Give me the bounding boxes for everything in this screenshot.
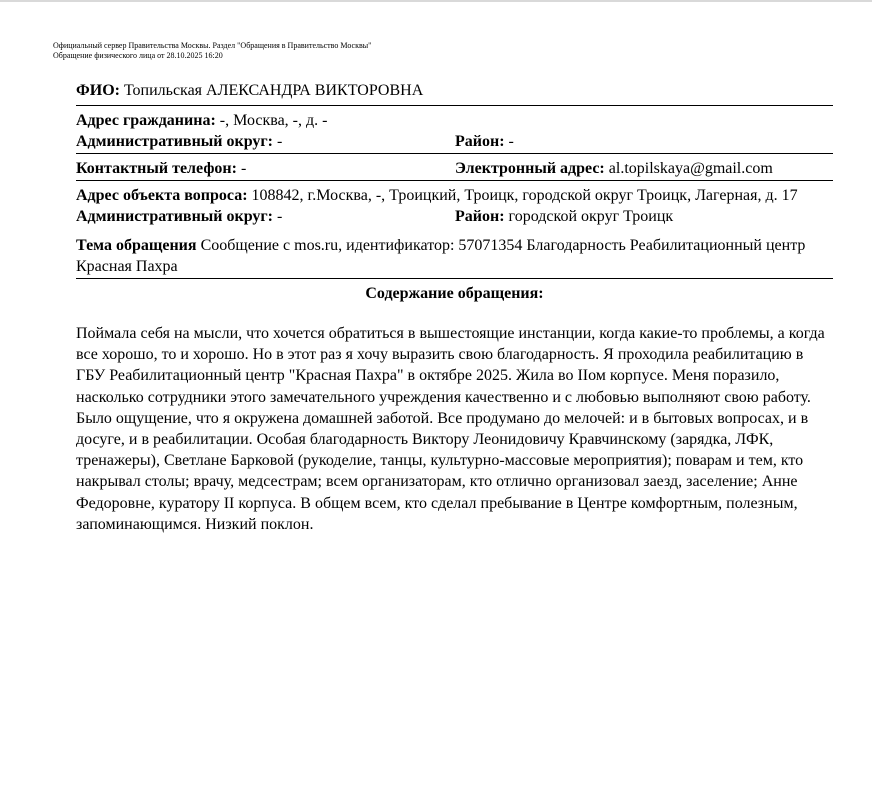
object-okrug-label: Административный округ:: [76, 208, 273, 225]
object-okrug-value: -: [273, 208, 283, 225]
citizen-district: [455, 131, 833, 152]
content-title: Содержание обращения:: [365, 285, 544, 302]
contact-email-value: al.topilskaya@gmail.com: [604, 160, 773, 177]
object-okrug: [76, 206, 455, 227]
object-address-value: 108842, г.Москва, -, Троицкий, Троицк, городской округ Троицк, Лагерная, д. 17: [247, 187, 798, 204]
citizen-okrug-row: [76, 131, 833, 152]
fio-label: ФИО:: [76, 82, 120, 99]
contact-email: [455, 158, 833, 179]
topic: [76, 235, 833, 277]
citizen-address-value: -, Москва, -, д. -: [215, 112, 328, 129]
contacts-row: [76, 158, 833, 179]
topic-value: Сообщение с mos.ru, идентификатор: 57071354 Благодарность Реабилитационный центр Красная Пахра: [76, 237, 806, 275]
citizen-district-value: -: [504, 133, 514, 150]
document-header: [53, 41, 371, 61]
citizen-district-label: Район:: [455, 133, 505, 150]
citizen-okrug: [76, 131, 455, 152]
object-address-label: Адрес объекта вопроса:: [76, 187, 248, 204]
citizen-okrug-label: Административный округ:: [76, 133, 273, 150]
content-body: Поймала себя на мысли, что хочется обратиться в вышестоящие инстанции, когда какие-то проблемы, а когда все хорошо, то и хорошо. Но в этот раз я хочу выразить свою благодарность. Я проходила реабилитацию в ГБУ Реабилитационный центр "Красная Пахра" в октябре 2025. Жила во IIом корпусе. Меня поразило, насколько сотрудники этого замечательного учреждения качественно и с любовью выполняют свою работу. Было ощущение, что я окружена домашней заботой. Все продумано до мелочей: и в бытовых вопросах, и в досуге, и в реабилитации. Особая благодарность Виктору Леонидовичу Кравчинскому (зарядка, ЛФК, тренажеры), Светлане Барковой (рукоделие, танцы, культурно-массовые мероприятия); поварам и тем, кто накрывал столы; врачу, медсестрам; всем организаторам, кто отлично организовал заезд, заселение; Анне Федоровне, куратору II корпуса. В общем всем, кто сделал пребывание в Центре комфортным, полезным, запоминающимся. Низкий поклон.: [76, 325, 825, 533]
object-address: [76, 185, 833, 206]
fio-section: [76, 80, 833, 106]
citizen-address-label: Адрес гражданина:: [76, 112, 216, 129]
topic-label: Тема обращения: [76, 237, 197, 254]
object-topic-section: [76, 181, 833, 279]
citizen-address: [76, 110, 833, 131]
object-district-label: Район:: [455, 208, 505, 225]
object-okrug-row: [76, 206, 833, 227]
contact-phone-value: -: [236, 160, 247, 177]
appeal-document: [76, 80, 833, 535]
contacts-section: [76, 154, 833, 181]
contact-phone: [76, 158, 455, 179]
object-district: [455, 206, 833, 227]
fio-value: Топильская АЛЕКСАНДРА ВИКТОРОВНА: [119, 82, 424, 99]
object-district-value: городской округ Троицк: [504, 208, 674, 225]
top-border-line: [0, 0, 872, 2]
citizen-okrug-value: -: [273, 133, 283, 150]
contact-phone-label: Контактный телефон:: [76, 160, 237, 177]
header-server-line: Официальный сервер Правительства Москвы. Раздел "Обращения в Правительство Москвы": [53, 41, 372, 50]
citizen-section: [76, 106, 833, 154]
contact-email-label: Электронный адрес:: [455, 160, 605, 177]
header-date-line: Обращение физического лица от 28.10.2025 16:20: [53, 51, 223, 60]
